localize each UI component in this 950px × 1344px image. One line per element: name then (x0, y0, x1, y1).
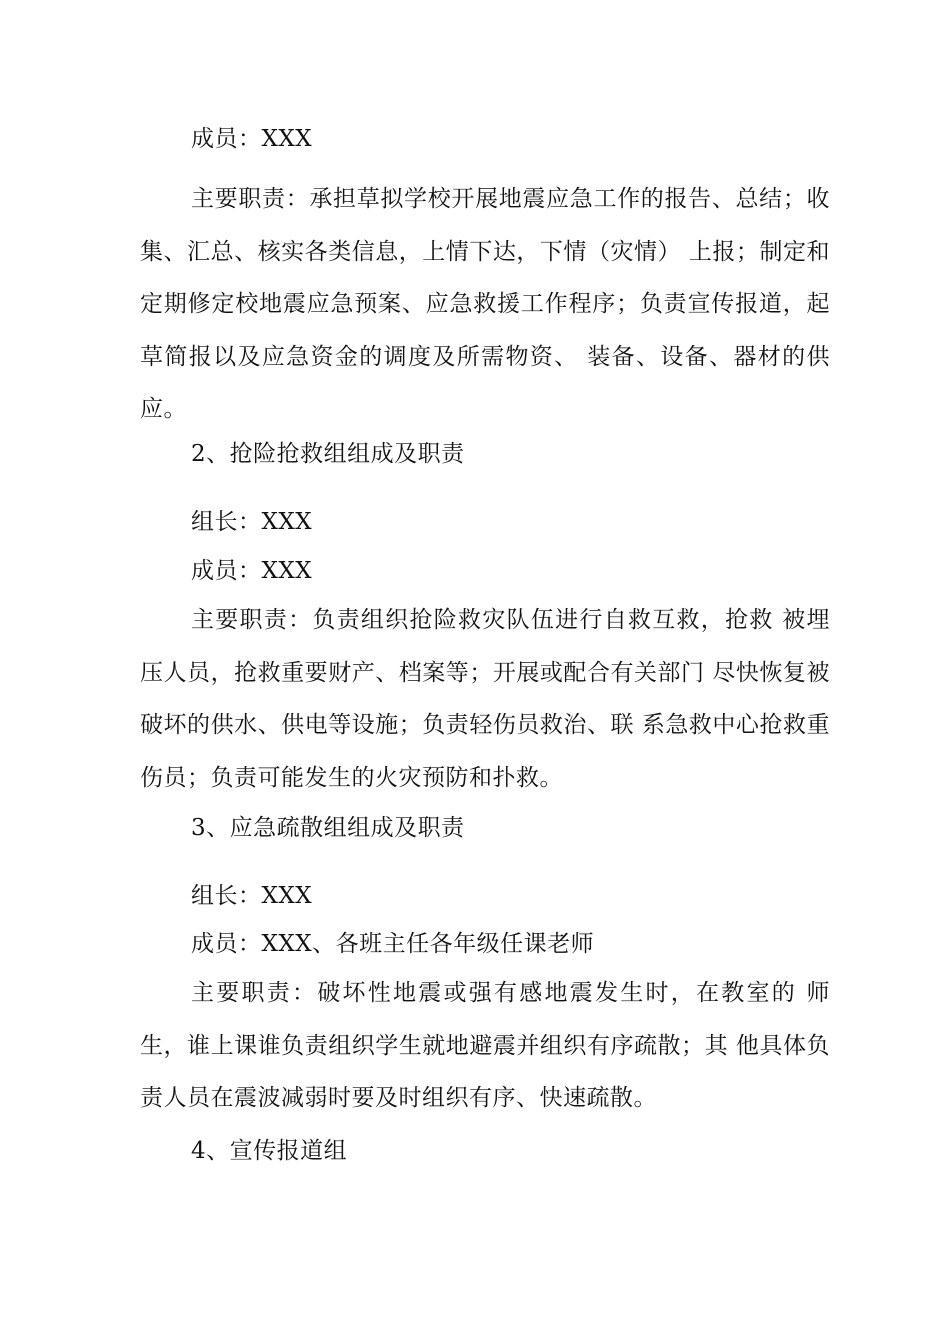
section-3-leader: 组长：XXX (191, 883, 313, 909)
section-3-member: 成员：XXX、各班主任各年级任课老师 (191, 931, 595, 957)
section-2-heading: 2、抢险抢救组组成及职责 (191, 441, 465, 467)
section-2-leader: 组长：XXX (191, 509, 313, 535)
section-3-duty-paragraph: 主要职责：破坏性地震或强有感地震发生时，在教室的 师生，谁上课谁负责组织学生就地避震并组织有序疏散；其 他具体负责人员在震波减弱时要及时组织有序、快速疏散。 (140, 980, 830, 1111)
member-line: 成员：XXX (191, 126, 313, 152)
section-2-duty-paragraph: 主要职责：负责组织抢险救灾队伍进行自救互救，抢救 被埋压人员，抢救重要财产、档案等；开展或配合有关部门 尽快恢复被破坏的供水、供电等设施；负责轻伤员救治、联 系急救中心抢救重伤员；负责可能发生的火灾预防和扑救。 (140, 607, 830, 791)
section-2-member: 成员：XXX (191, 558, 313, 584)
section-4-heading: 4、宣传报道组 (191, 1138, 348, 1164)
duty-paragraph: 主要职责：承担草拟学校开展地震应急工作的报告、总结；收集、汇总、核实各类信息，上情下达，下情（灾情） 上报；制定和定期修定校地震应急预案、应急救援工作程序；负责宣传报道，起草简报以及应急资金的调度及所需物资、 装备、设备、器材的供应。 (140, 186, 830, 422)
section-3-heading: 3、应急疏散组组成及职责 (191, 815, 465, 841)
